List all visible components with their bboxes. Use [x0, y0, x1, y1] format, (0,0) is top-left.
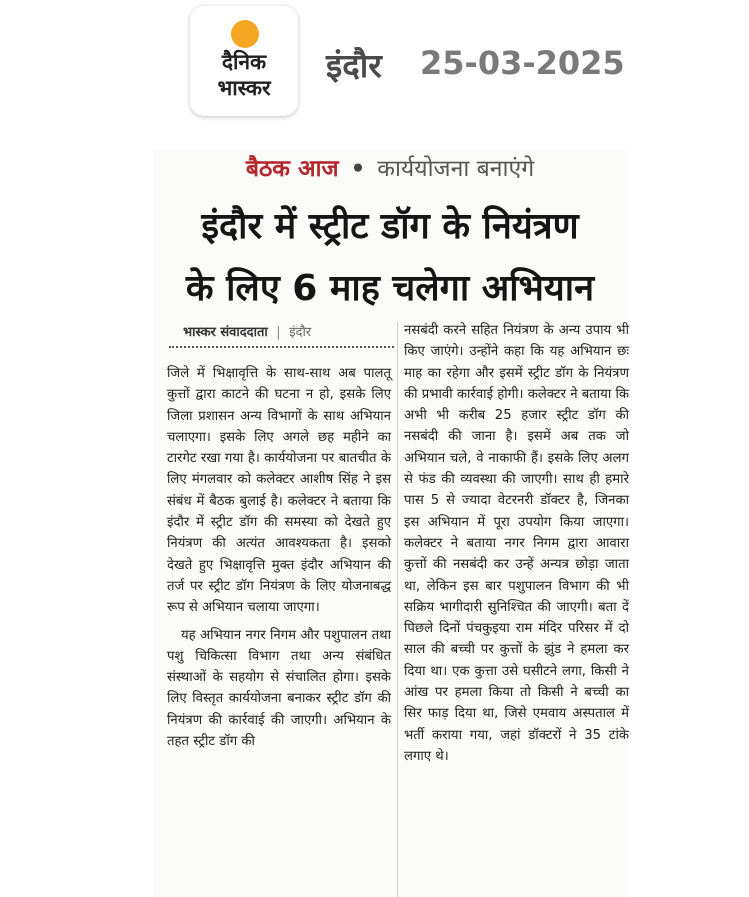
headline: [153, 196, 627, 320]
edition-date: 25-03-2025: [420, 44, 625, 82]
sun-icon: [231, 20, 259, 48]
article-column-right: [404, 320, 629, 767]
column-divider: [397, 322, 398, 897]
kicker-red: बैठक आज: [245, 156, 339, 182]
kicker: [153, 152, 627, 186]
dainik-bhaskar-logo: [190, 6, 298, 116]
kicker-grey: कार्ययोजना बनाएंगे: [377, 156, 535, 182]
newspaper-clipping: [153, 150, 627, 897]
edition-city: इंदौर: [326, 46, 382, 85]
article-column-left: [167, 363, 391, 752]
headline-line-1: इंदौर में स्ट्रीट डॉग के नियंत्रण: [201, 206, 579, 247]
headline-line-2: के लिए 6 माह चलेगा अभियान: [185, 268, 595, 309]
byline-author: भास्कर संवाददाता: [183, 325, 268, 340]
left-paragraph-2: यह अभियान नगर निगम और पशुपालन तथा पशु चिकित्सा विभाग तथा अन्य संबंधित संस्थाओं के सहयोग से संचालित होगा। इसके लिए विस्तृत कार्ययोजना बनाकर स्ट्रीट डॉग की नियंत्रण की कार्रवाई की जाएगी। अभियान के तहत स्ट्रीट डॉग की: [167, 627, 391, 750]
byline-separator: |: [276, 325, 281, 340]
kicker-dot: •: [350, 156, 366, 182]
byline-divider: [169, 346, 394, 348]
byline: [183, 322, 403, 340]
left-paragraph-1: जिले में भिक्षावृत्ति के साथ-साथ अब पालतू कुत्तों द्वारा काटने की घटना न हो, इसके लिए जिला प्रशासन अन्य विभागों के साथ अभियान चलाएगा। इसके लिए अगले छह महीने का टारगेट रखा गया है। कार्ययोजना पर बातचीत के लिए मंगलवार को कलेक्टर आशीष सिंह ने इस संबंध में बैठक बुलाई है। कलेक्टर ने बताया कि इंदौर में स्ट्रीट डॉग की समस्या को देखते हुए नियंत्रण की अत्यंत आवश्यकता है। इसको देखते हुए भिक्षावृत्ति मुक्त इंदौर अभियान की तर्ज पर स्ट्रीट डॉग नियंत्रण के लिए योजनाबद्ध रूप से अभियान चलाया जाएगा।: [167, 366, 391, 616]
right-paragraph-1: नसबंदी करने सहित नियंत्रण के अन्य उपाय भी किए जाएंगे। उन्होंने कहा कि यह अभियान छः माह का रहेगा और इसमें स्ट्रीट डॉग के नियंत्रण की प्रभावी कार्रवाई होगी। कलेक्टर ने बताया कि अभी भी करीब 25 हजार स्ट्रीट डॉग की नसबंदी की जाना है। इसमें अब तक जो अभियान चले, वे नाकाफी हैं। इसके लिए अलग से फंड की व्यवस्था की जाएगी। साथ ही हमारे पास 5 से ज्यादा वेटरनरी डॉक्टर है, जिनका इस अभियान में पूरा उपयोग किया जाएगा। कलेक्टर ने बताया नगर निगम द्वारा आवारा कुत्तों की नसबंदी कर उन्हें अन्यत्र छोड़ा जाता था, लेकिन इस बार पशुपालन विभाग की भी सक्रिय भागीदारी सुनिश्चित की जाएगी। बता दें पिछले दिनों पंचकुइया राम मंदिर परिसर में दो साल की बच्ची पर कुत्तों के झुंड ने हमला कर दिया था। एक कुत्ता उसे घसीटने लगा, किसी ने आंख पर हमला किया तो किसी ने बच्ची का सिर फाड़ दिया था, जिसे एमवाय अस्पताल में भर्ती कराया गया, जहां डॉक्टरों ने 35 टांके लगाए थे।: [404, 323, 629, 764]
logo-line-2: भास्कर: [217, 76, 271, 100]
logo-line-1: दैनिक: [221, 50, 267, 74]
byline-place: इंदौर: [289, 325, 312, 340]
